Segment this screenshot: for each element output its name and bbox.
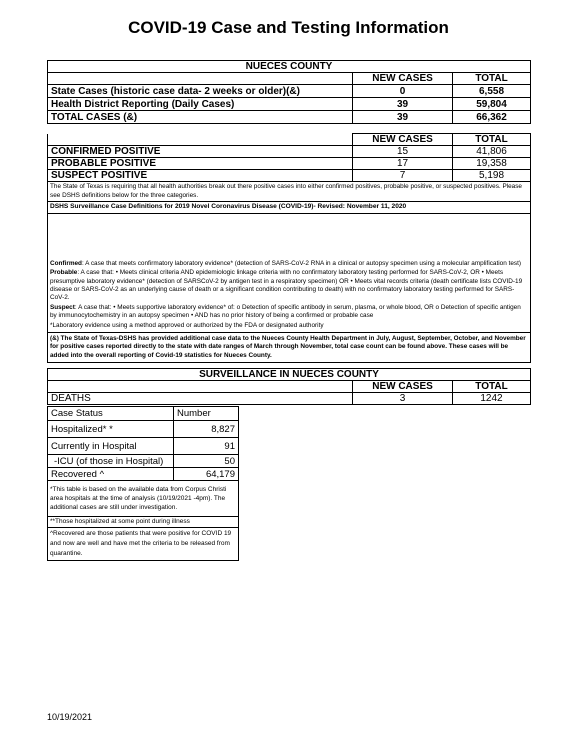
- case-status-table: [47, 406, 239, 561]
- surveillance-table: [47, 368, 531, 405]
- table-row: -ICU (of those in Hospital) 50: [48, 455, 239, 468]
- table-row: CONFIRMED POSITIVE 15 41,806: [48, 146, 531, 158]
- table-row: PROBABLE POSITIVE 17 19,358: [48, 158, 531, 170]
- table-row: Currently in Hospital 91: [48, 438, 239, 455]
- table-row: [48, 393, 531, 405]
- positive-table: [47, 133, 531, 363]
- table-row: TOTAL CASES (&) 39 66,362: [48, 111, 531, 124]
- table-row: Recovered ^ 64,179: [48, 468, 239, 481]
- page-title: COVID-19 Case and Testing Information: [128, 18, 449, 37]
- dshs-heading: DSHS Surveillance Case Definitions for 2019 Novel Coronavirus Disease (COVID-19)- Revised: November 11, 2020: [48, 202, 531, 214]
- table-row: Hospitalized* * 8,827: [48, 421, 239, 438]
- footer-date: 10/19/2021: [47, 712, 93, 722]
- recovered-note: ^Recovered are those patients that were positive for COVID 19 and now are well and have met the criteria to be released from quarantine.: [48, 528, 239, 561]
- col-new-cases: NEW CASES: [353, 73, 453, 85]
- table-row: Health District Reporting (Daily Cases) 39 59,804: [48, 98, 531, 111]
- col-number: Number: [174, 407, 239, 421]
- definitions-block: Confirmed: A case that meets confirmatory laboratory evidence* (detection of SARS-CoV-2 RNA in a clinical or autopsy specimen using a molecular amplification test) Probable: A case that: • Meets clinical criteria AND epidemiologic linkage criteria with no confirmatory laboratory testing performed for SARS-CoV-2, OR • Meets presumptive laboratory evidence* (detection of SARSCoV-2 by antigen test in a respiratory specimen) OR • Meets vital records criteria (death certificate lists COVID-19 disease or SARS-CoV-2 as an underlying cause of death or a significant condition contributing to death) with no confirmatory laboratory testing performed for SARS-CoV-2. Suspect: A case that: • Meets supportive laboratory evidence* of: o Detection of specific antibody in serum, plasma, or whole blood, OR o Detection of specific antigen by immunocytochemistry in an autopsy specimen • AND has no prior history of being a confirmed or probable case *Laboratory evidence using a method approved or authorized by the FDA or designated authority: [48, 214, 531, 333]
- col-new-cases: NEW CASES: [353, 134, 453, 146]
- state-note: The State of Texas is requiring that all health authorities break out there positive cases into either confirmed positives, probable positive, or suspected positives. Please see DSHS definitions below for the three categories.: [48, 182, 531, 202]
- cases-table: [47, 60, 531, 124]
- col-new-cases: NEW CASES: [353, 381, 453, 393]
- table-row: State Cases (historic case data- 2 weeks or older)(&) 0 6,558: [48, 85, 531, 98]
- col-total: TOTAL: [453, 73, 531, 85]
- county-header: NUECES COUNTY: [48, 61, 531, 73]
- deaths-total: 1242: [453, 393, 531, 405]
- col-total: TOTAL: [453, 381, 531, 393]
- col-total: TOTAL: [453, 134, 531, 146]
- ampersand-note: (&) The State of Texas-DSHS has provided additional case data to the Nueces County Health Department in July, August, September, October, and November for positive cases reported directly to the state with date ranges of March through November, total case count can be found above. These cases will be added into the overall reporting of Covid-19 statistics for Nueces County.: [48, 333, 531, 363]
- surveillance-header: SURVEILLANCE IN NUECES COUNTY: [48, 369, 531, 381]
- table-row: SUSPECT POSITIVE 7 5,198: [48, 170, 531, 182]
- deaths-new: 3: [353, 393, 453, 405]
- col-case-status: Case Status: [48, 407, 174, 421]
- table-note: *This table is based on the available data from Corpus Christi area hospitals at the time of analysis (10/19/2021 -4pm). The additional cases are still under investigation.: [48, 481, 239, 517]
- deaths-label: DEATHS: [48, 393, 353, 405]
- hospitalized-note: **Those hospitalized at some point during illness: [48, 517, 239, 528]
